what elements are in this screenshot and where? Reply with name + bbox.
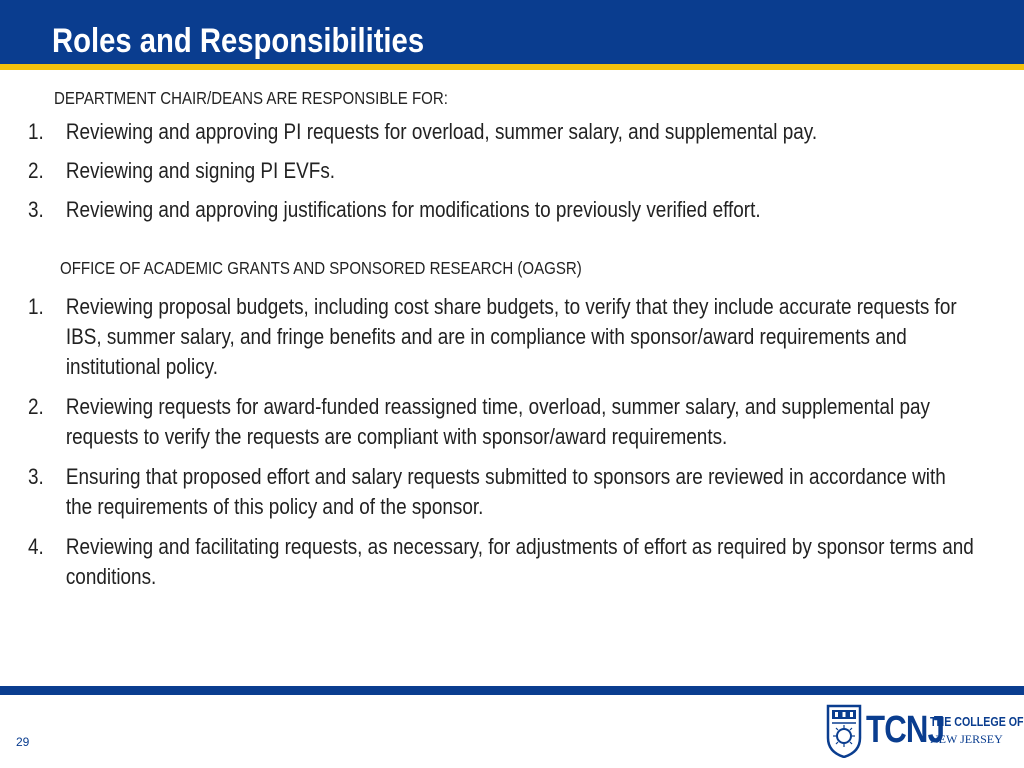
- page-number: 29: [16, 735, 30, 749]
- list-item: [28, 392, 974, 452]
- item-number: 1.: [28, 119, 44, 144]
- chairs-responsibilities-list: [28, 117, 974, 234]
- list-item: [28, 156, 974, 186]
- item-text: Reviewing and signing PI EVFs.: [65, 158, 336, 183]
- list-item: [28, 532, 974, 592]
- item-text: Reviewing and approving PI requests for overload, summer salary, and supplemental pay.: [65, 119, 818, 144]
- item-number: 3.: [28, 464, 44, 489]
- item-text: Reviewing and facilitating requests, as necessary, for adjustments of effort as required by sponsor terms and conditions.: [65, 534, 974, 589]
- list-item: [28, 117, 974, 147]
- item-number: 2.: [28, 394, 44, 419]
- logo-wordmark: TCNJ: [866, 709, 945, 751]
- section-heading-chairs: DEPARTMENT CHAIR/DEANS ARE RESPONSIBLE FOR:: [54, 88, 448, 108]
- page-title: Roles and Responsibilities: [52, 22, 425, 60]
- item-number: 1.: [28, 294, 44, 319]
- item-text: Reviewing proposal budgets, including cost share budgets, to verify that they include accurate requests for IBS, summer salary, and fringe benefits and are in compliance with sponsor/award requirements and institutional policy.: [65, 294, 957, 379]
- logo-line-1: THE COLLEGE OF: [930, 714, 1024, 729]
- logo-line-2: NEW JERSEY: [930, 732, 1003, 746]
- section-heading-oagsr: OFFICE OF ACADEMIC GRANTS AND SPONSORED RESEARCH (OAGSR): [60, 258, 582, 278]
- item-number: 4.: [28, 534, 44, 559]
- list-item: [28, 292, 974, 382]
- title-underline: [0, 64, 1024, 70]
- footer-rule: [0, 686, 1024, 695]
- item-number: 2.: [28, 158, 44, 183]
- oagsr-responsibilities-list: [28, 292, 974, 602]
- item-text: Reviewing requests for award-funded reassigned time, overload, summer salary, and supplemental pay requests to verify the requests are compliant with sponsor/award requirements.: [65, 394, 930, 449]
- list-item: [28, 462, 974, 522]
- item-text: Reviewing and approving justifications for modifications to previously verified effort.: [65, 197, 761, 222]
- item-text: Ensuring that proposed effort and salary requests submitted to sponsors are reviewed in accordance with the requirements of this policy and of the sponsor.: [65, 464, 946, 519]
- list-item: [28, 195, 974, 225]
- college-seal-icon: [826, 704, 862, 758]
- item-number: 3.: [28, 197, 44, 222]
